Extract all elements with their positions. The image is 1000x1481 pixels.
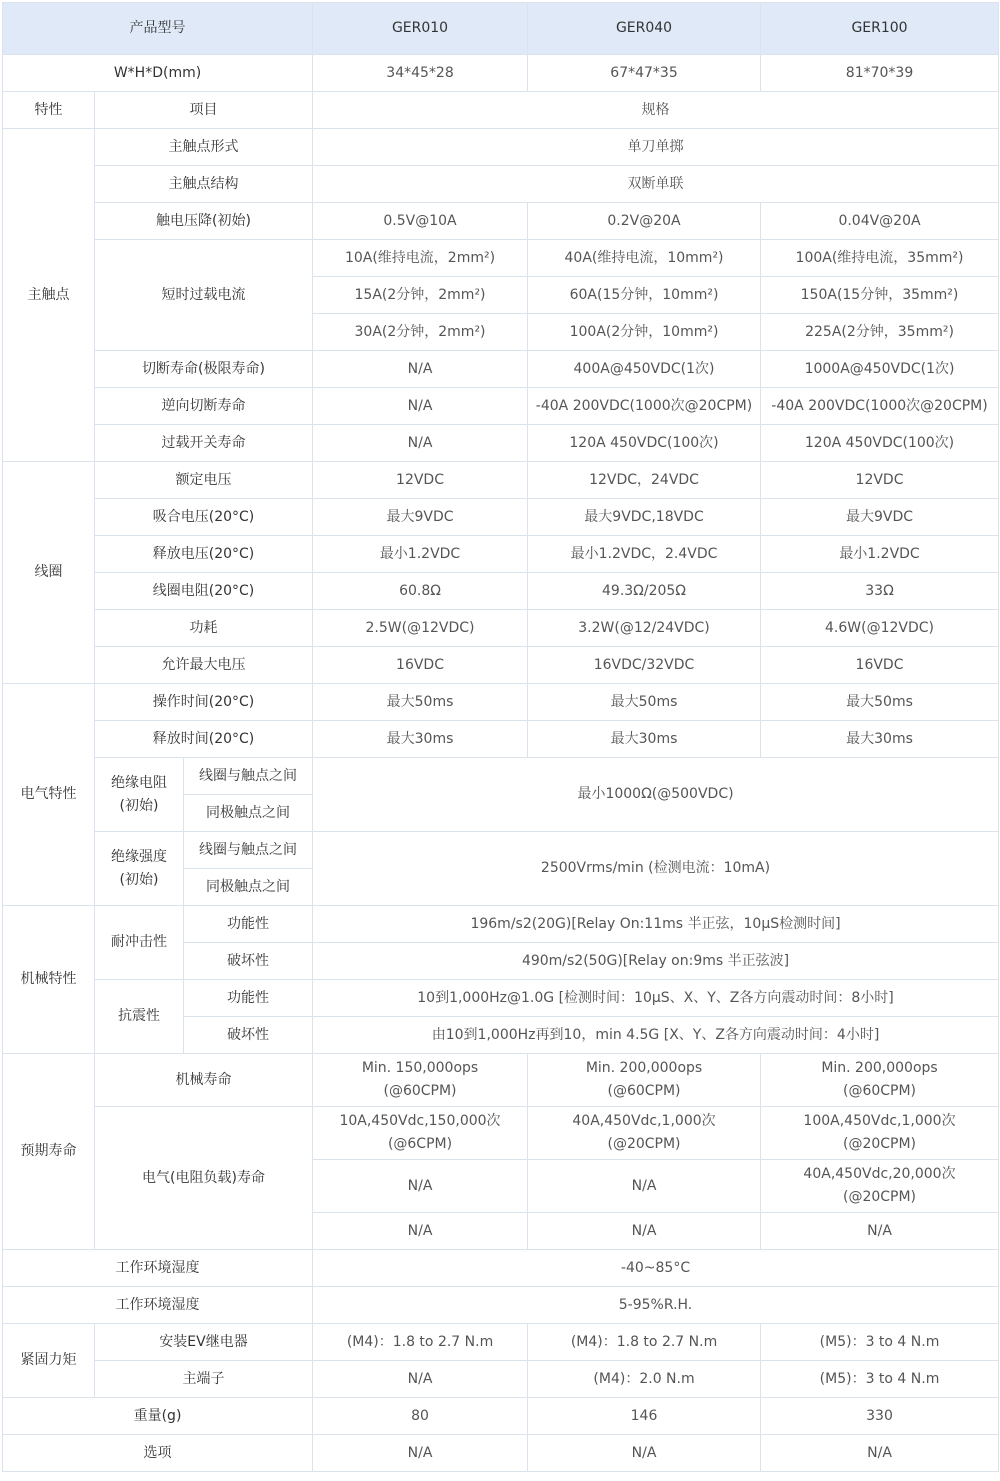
shock-label: 耐冲击性 bbox=[95, 906, 184, 980]
row-value: 10到1,000Hz@1.0G [检测时间：10μS、X、Y、Z各方向震动时间：8小时] bbox=[313, 980, 999, 1017]
row-label: 主触点结构 bbox=[95, 166, 313, 203]
sub-label: 同极触点之间 bbox=[184, 795, 313, 832]
row-label: 电气(电阻负载)寿命 bbox=[95, 1107, 313, 1250]
cell-value: 30A(2分钟，2mm²) bbox=[313, 314, 528, 351]
cell-value: 12VDC bbox=[761, 462, 999, 499]
value-line: 10A,450Vdc,150,000次 bbox=[339, 1113, 501, 1129]
row-value: 5-95%R.H. bbox=[313, 1287, 999, 1324]
row-label: 功耗 bbox=[95, 610, 313, 647]
table-row bbox=[3, 1361, 999, 1398]
spec-header-row bbox=[3, 92, 999, 129]
table-row bbox=[3, 1107, 999, 1160]
row-value: 单刀单掷 bbox=[313, 129, 999, 166]
group-coil: 线圈 bbox=[3, 462, 95, 684]
table-row bbox=[3, 462, 999, 499]
cell-value: 60.8Ω bbox=[313, 573, 528, 610]
cell-value: N/A bbox=[528, 1435, 761, 1472]
row-label: 触电压降(初始) bbox=[95, 203, 313, 240]
table-row bbox=[3, 721, 999, 758]
label-line: 绝缘强度 bbox=[111, 848, 167, 865]
value-line: Min. 150,000ops bbox=[361, 1060, 479, 1076]
cell-value: N/A bbox=[528, 1213, 761, 1250]
cell-value: 2.5W(@12VDC) bbox=[313, 610, 528, 647]
cell-value: 60A(15分钟，10mm²) bbox=[528, 277, 761, 314]
dimensions-value: 67*47*35 bbox=[528, 55, 761, 92]
value-line: (@20CPM) bbox=[842, 1136, 917, 1152]
cell-value: -40A 200VDC(1000次@20CPM) bbox=[761, 388, 999, 425]
value-line: (@6CPM) bbox=[387, 1136, 453, 1152]
row-label: 短时过载电流 bbox=[95, 240, 313, 351]
cell-value: N/A bbox=[313, 388, 528, 425]
row-label: 工作环境湿度 bbox=[3, 1287, 313, 1324]
table-row bbox=[3, 647, 999, 684]
table-row bbox=[3, 610, 999, 647]
cell-value: 0.5V@10A bbox=[313, 203, 528, 240]
table-row bbox=[3, 832, 999, 869]
dimensions-label: W*H*D(mm) bbox=[3, 55, 313, 92]
group-torque: 紧固力矩 bbox=[3, 1324, 95, 1398]
vibration-label: 抗震性 bbox=[95, 980, 184, 1054]
row-label: 主端子 bbox=[95, 1361, 313, 1398]
cell-value: N/A bbox=[313, 351, 528, 388]
table-row bbox=[3, 203, 999, 240]
table-row bbox=[3, 425, 999, 462]
value-line: (@20CPM) bbox=[607, 1136, 681, 1152]
cell-value: 最小1.2VDC bbox=[313, 536, 528, 573]
cell-value: 最大50ms bbox=[528, 684, 761, 721]
cell-value: 120A 450VDC(100次) bbox=[528, 425, 761, 462]
cell-value: N/A bbox=[761, 1213, 999, 1250]
value-line: 40A,450Vdc,1,000次 bbox=[572, 1113, 716, 1129]
cell-value: N/A bbox=[313, 1435, 528, 1472]
row-value: 最小1000Ω(@500VDC) bbox=[313, 758, 999, 832]
row-label: 机械寿命 bbox=[95, 1054, 313, 1107]
cell-value: (M4)：2.0 N.m bbox=[528, 1361, 761, 1398]
group-mechanical: 机械特性 bbox=[3, 906, 95, 1054]
characteristic-header: 特性 bbox=[3, 92, 95, 129]
row-label: 切断寿命(极限寿命) bbox=[95, 351, 313, 388]
value-line: 100A,450Vdc,1,000次 bbox=[803, 1113, 956, 1129]
cell-value: (M4)：1.8 to 2.7 N.m bbox=[313, 1324, 528, 1361]
cell-value bbox=[528, 1107, 761, 1160]
cell-value: 4.6W(@12VDC) bbox=[761, 610, 999, 647]
cell-value bbox=[761, 1160, 999, 1213]
dimensions-row bbox=[3, 55, 999, 92]
cell-value: 12VDC bbox=[313, 462, 528, 499]
row-label: 允许最大电压 bbox=[95, 647, 313, 684]
cell-value: 40A(维持电流，10mm²) bbox=[528, 240, 761, 277]
cell-value: N/A bbox=[313, 1213, 528, 1250]
label-line: 绝缘电阻 bbox=[111, 774, 167, 791]
value-line: (@60CPM) bbox=[607, 1083, 681, 1099]
row-label: 过载开关寿命 bbox=[95, 425, 313, 462]
sub-label: 线圈与触点之间 bbox=[184, 758, 313, 795]
group-electrical: 电气特性 bbox=[3, 684, 95, 906]
model-label: 产品型号 bbox=[3, 3, 313, 55]
row-label: 释放电压(20°C) bbox=[95, 536, 313, 573]
cell-value: 225A(2分钟，35mm²) bbox=[761, 314, 999, 351]
cell-value bbox=[761, 1107, 999, 1160]
cell-value bbox=[528, 1054, 761, 1107]
row-label: 主触点形式 bbox=[95, 129, 313, 166]
value-line: 40A,450Vdc,20,000次 bbox=[803, 1166, 956, 1182]
cell-value: 12VDC，24VDC bbox=[528, 462, 761, 499]
cell-value: 80 bbox=[313, 1398, 528, 1435]
cell-value: N/A bbox=[313, 1160, 528, 1213]
value-line: (@20CPM) bbox=[842, 1189, 917, 1205]
value-line: (@60CPM) bbox=[383, 1083, 457, 1099]
row-value: -40~85°C bbox=[313, 1250, 999, 1287]
cell-value: 400A@450VDC(1次) bbox=[528, 351, 761, 388]
cell-value: 120A 450VDC(100次) bbox=[761, 425, 999, 462]
cell-value bbox=[313, 1054, 528, 1107]
cell-value: 最大50ms bbox=[313, 684, 528, 721]
row-label: 重量(g) bbox=[3, 1398, 313, 1435]
sub-label: 功能性 bbox=[184, 980, 313, 1017]
dimensions-value: 34*45*28 bbox=[313, 55, 528, 92]
row-label: 释放时间(20°C) bbox=[95, 721, 313, 758]
table-row bbox=[3, 1287, 999, 1324]
row-label: 工作环境湿度 bbox=[3, 1250, 313, 1287]
cell-value: 0.2V@20A bbox=[528, 203, 761, 240]
value-line: (@60CPM) bbox=[842, 1083, 917, 1099]
cell-value: 1000A@450VDC(1次) bbox=[761, 351, 999, 388]
row-value: 490m/s2(50G)[Relay on:9ms 半正弦波] bbox=[313, 943, 999, 980]
group-main-contact: 主触点 bbox=[3, 129, 95, 462]
spec-table bbox=[2, 2, 999, 1472]
model-ger040: GER040 bbox=[528, 3, 761, 55]
label-line: (初始) bbox=[119, 797, 159, 814]
row-label: 安装EV继电器 bbox=[95, 1324, 313, 1361]
cell-value: 146 bbox=[528, 1398, 761, 1435]
cell-value: 16VDC/32VDC bbox=[528, 647, 761, 684]
table-row bbox=[3, 351, 999, 388]
cell-value bbox=[761, 1054, 999, 1107]
cell-value: 330 bbox=[761, 1398, 999, 1435]
table-row bbox=[3, 573, 999, 610]
cell-value: 最大30ms bbox=[528, 721, 761, 758]
value-line: Min. 200,000ops bbox=[821, 1060, 938, 1076]
cell-value: 100A(2分钟，10mm²) bbox=[528, 314, 761, 351]
row-label: 操作时间(20°C) bbox=[95, 684, 313, 721]
value-line: Min. 200,000ops bbox=[585, 1060, 703, 1076]
row-value: 2500Vrms/min (检测电流：10mA) bbox=[313, 832, 999, 906]
cell-value: 最大30ms bbox=[313, 721, 528, 758]
row-label: 线圈电阻(20°C) bbox=[95, 573, 313, 610]
cell-value: 16VDC bbox=[761, 647, 999, 684]
group-life: 预期寿命 bbox=[3, 1054, 95, 1250]
header-row bbox=[3, 3, 999, 55]
table-row bbox=[3, 1054, 999, 1107]
row-label: 选项 bbox=[3, 1435, 313, 1472]
cell-value: 0.04V@20A bbox=[761, 203, 999, 240]
table-row bbox=[3, 166, 999, 203]
table-row bbox=[3, 758, 999, 795]
table-row bbox=[3, 240, 999, 277]
cell-value bbox=[313, 1107, 528, 1160]
cell-value: 最大9VDC bbox=[761, 499, 999, 536]
row-value: 196m/s2(20G)[Relay On:11ms 半正弦，10μS检测时间] bbox=[313, 906, 999, 943]
cell-value: 最大9VDC,18VDC bbox=[528, 499, 761, 536]
cell-value: (M5)：3 to 4 N.m bbox=[761, 1361, 999, 1398]
cell-value: 10A(维持电流，2mm²) bbox=[313, 240, 528, 277]
sub-label: 线圈与触点之间 bbox=[184, 832, 313, 869]
cell-value: N/A bbox=[313, 1361, 528, 1398]
table-row bbox=[3, 1398, 999, 1435]
sub-label: 同极触点之间 bbox=[184, 869, 313, 906]
row-label: 额定电压 bbox=[95, 462, 313, 499]
cell-value: 150A(15分钟，35mm²) bbox=[761, 277, 999, 314]
cell-value: 最大9VDC bbox=[313, 499, 528, 536]
table-row bbox=[3, 1324, 999, 1361]
table-row bbox=[3, 980, 999, 1017]
insulation-resistance-label bbox=[95, 758, 184, 832]
table-row bbox=[3, 499, 999, 536]
sub-label: 破坏性 bbox=[184, 943, 313, 980]
cell-value: 49.3Ω/205Ω bbox=[528, 573, 761, 610]
cell-value: (M4)：1.8 to 2.7 N.m bbox=[528, 1324, 761, 1361]
label-line: (初始) bbox=[119, 871, 159, 888]
cell-value: 33Ω bbox=[761, 573, 999, 610]
cell-value: (M5)：3 to 4 N.m bbox=[761, 1324, 999, 1361]
sub-label: 功能性 bbox=[184, 906, 313, 943]
cell-value: 最大30ms bbox=[761, 721, 999, 758]
cell-value: N/A bbox=[528, 1160, 761, 1213]
cell-value: 最小1.2VDC bbox=[761, 536, 999, 573]
cell-value: 15A(2分钟，2mm²) bbox=[313, 277, 528, 314]
model-ger100: GER100 bbox=[761, 3, 999, 55]
table-row bbox=[3, 129, 999, 166]
table-row bbox=[3, 1250, 999, 1287]
row-label: 吸合电压(20°C) bbox=[95, 499, 313, 536]
cell-value: 3.2W(@12/24VDC) bbox=[528, 610, 761, 647]
cell-value: 最小1.2VDC，2.4VDC bbox=[528, 536, 761, 573]
dielectric-label bbox=[95, 832, 184, 906]
spec-header: 规格 bbox=[313, 92, 999, 129]
sub-label: 破坏性 bbox=[184, 1017, 313, 1054]
cell-value: N/A bbox=[313, 425, 528, 462]
cell-value: N/A bbox=[761, 1435, 999, 1472]
row-label: 逆向切断寿命 bbox=[95, 388, 313, 425]
cell-value: 最大50ms bbox=[761, 684, 999, 721]
cell-value: 16VDC bbox=[313, 647, 528, 684]
item-header: 项目 bbox=[95, 92, 313, 129]
cell-value: 100A(维持电流，35mm²) bbox=[761, 240, 999, 277]
table-row bbox=[3, 388, 999, 425]
cell-value: -40A 200VDC(1000次@20CPM) bbox=[528, 388, 761, 425]
table-row bbox=[3, 536, 999, 573]
table-row bbox=[3, 906, 999, 943]
table-row bbox=[3, 684, 999, 721]
dimensions-value: 81*70*39 bbox=[761, 55, 999, 92]
table-row bbox=[3, 1435, 999, 1472]
model-ger010: GER010 bbox=[313, 3, 528, 55]
row-value: 由10到1,000Hz再到10，min 4.5G [X、Y、Z各方向震动时间：4小时] bbox=[313, 1017, 999, 1054]
row-value: 双断单联 bbox=[313, 166, 999, 203]
